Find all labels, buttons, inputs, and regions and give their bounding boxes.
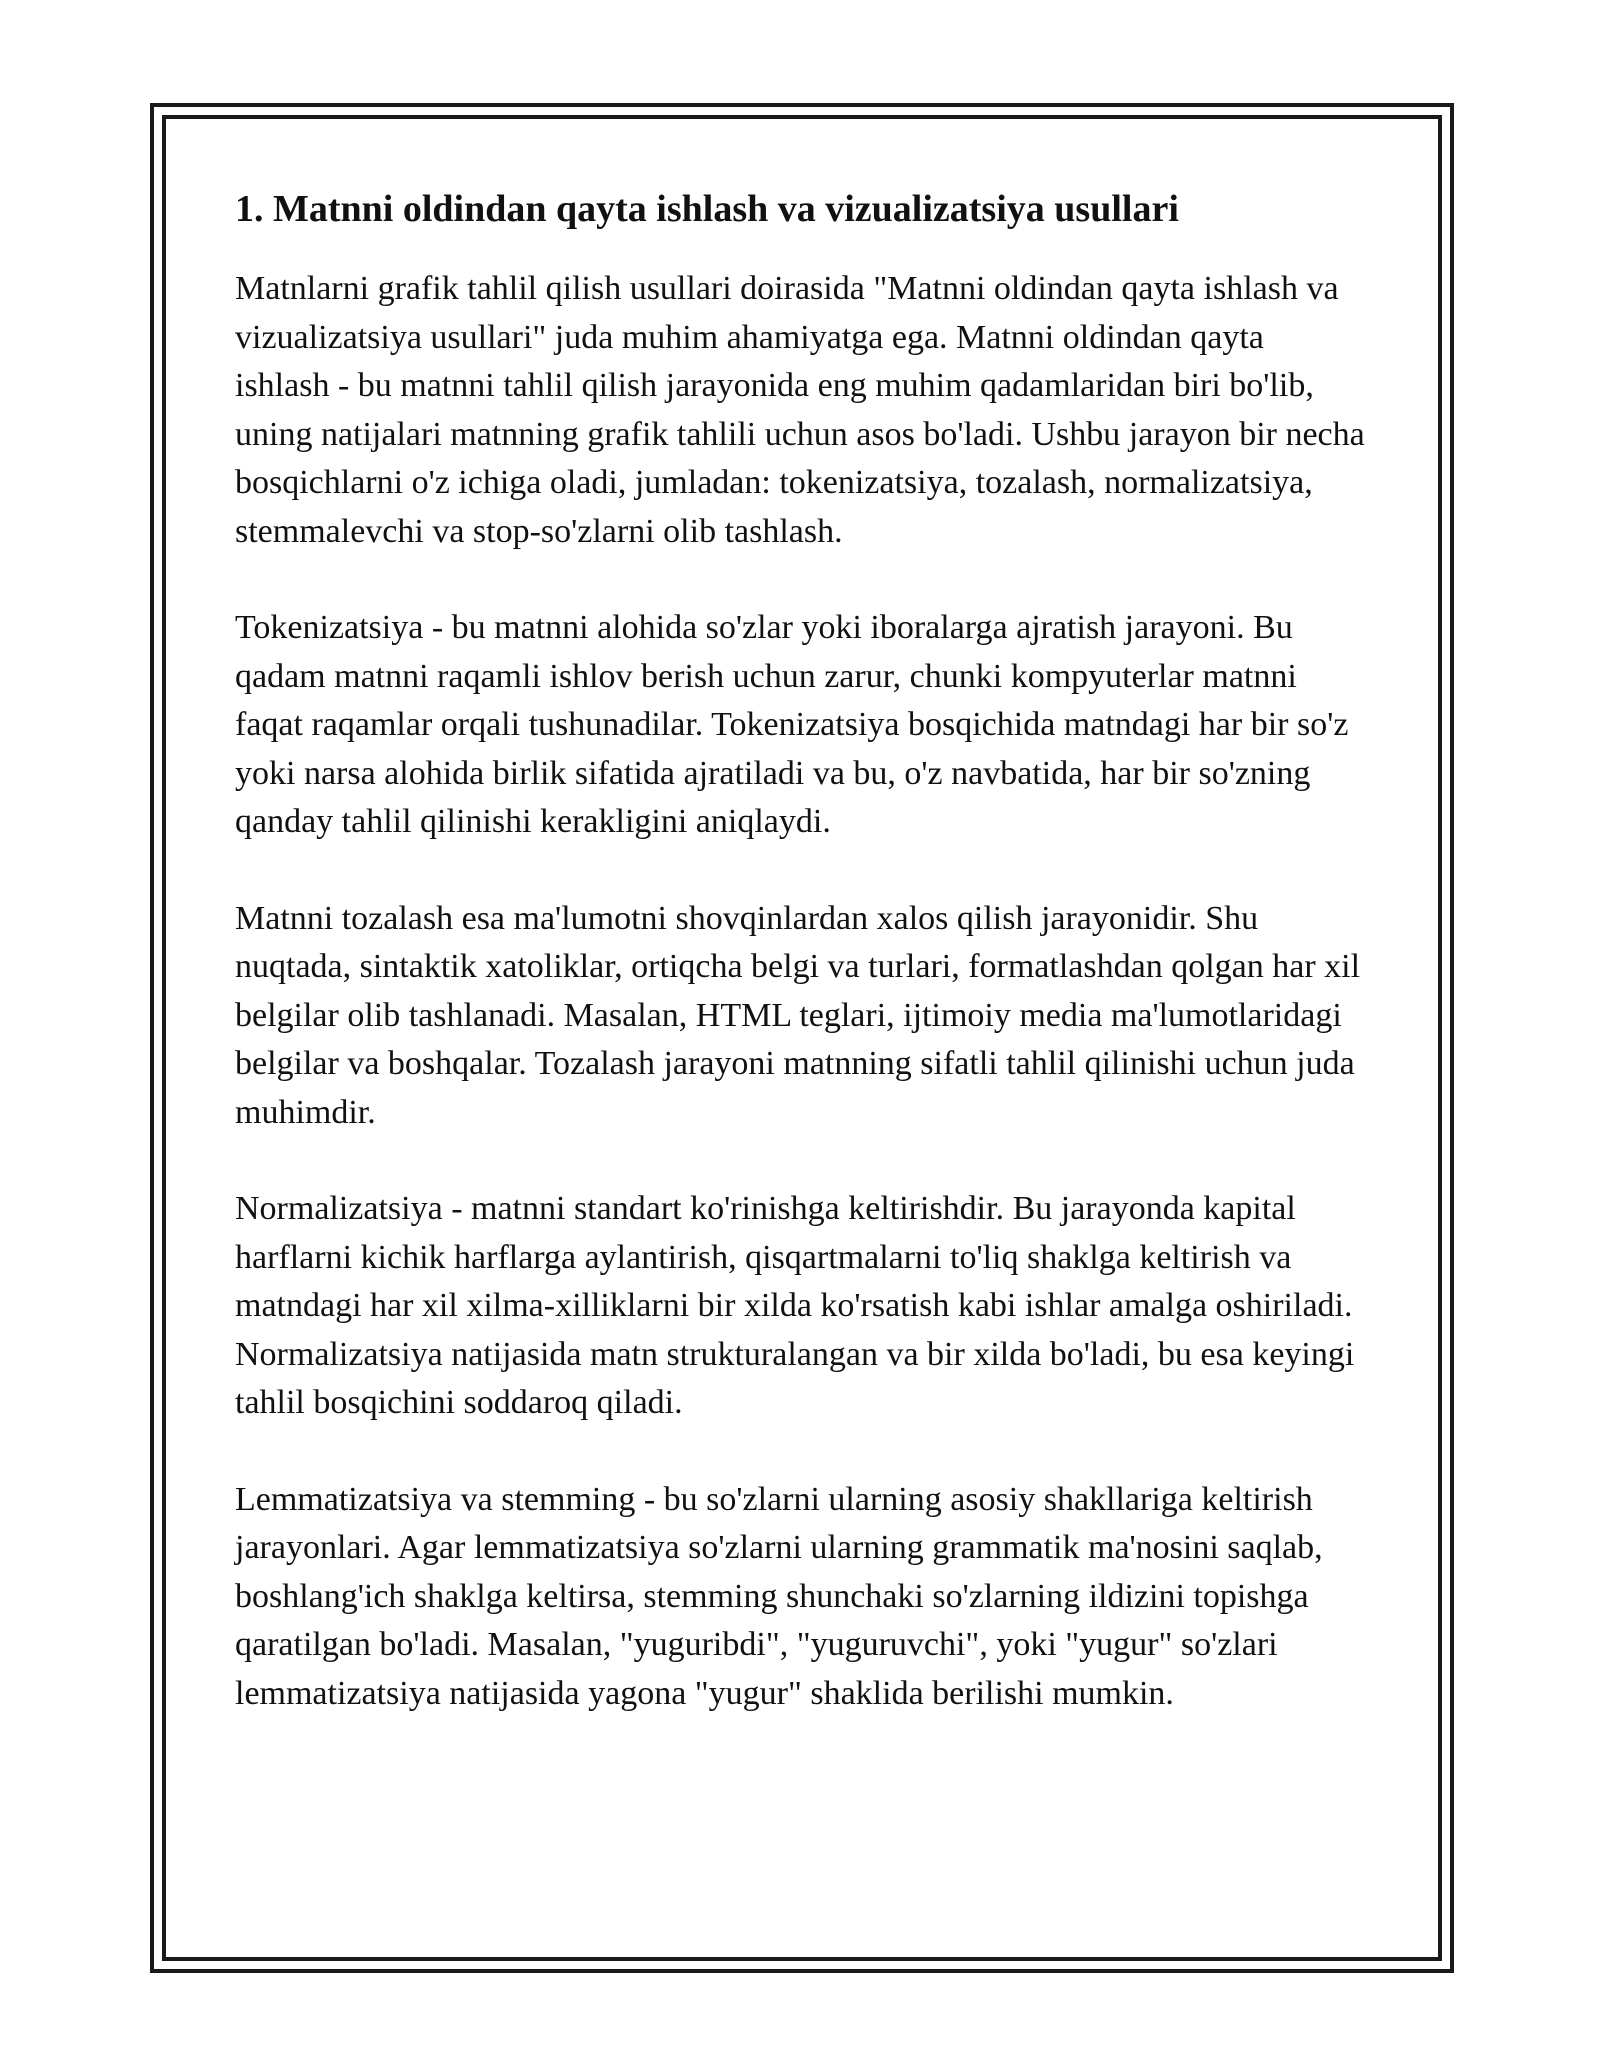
paragraph-lemmatization: Lemmatizatsiya va stemming - bu so'zlarni ularning asosiy shakllariga keltirish jarayonlari. Agar lemmatizatsiya so'zlarni ularning grammatik ma'nosini saqlab, boshlang'ich shaklga keltirsa, stemming shunchaki so'zlarning ildizini topishga qaratilgan bo'ladi. Masalan, "yuguribdi", "yuguruvchi", yoki "yugur" so'zlari lemmatizatsiya natijasida yagona "yugur" shaklida berilishi mumkin.	[235, 1480, 1323, 1712]
paragraph-normalization: Normalizatsiya - matnni standart ko'rinishga keltirishdir. Bu jarayonda kapital harflarni kichik harflarga aylantirish, qisqartmalarni to'liq shaklga keltirish va matndagi har xil xilma-xilliklarni bir xilda ko'rsatish kabi ishlar amalga oshiriladi. Normalizatsiya natijasida matn strukturalangan va bir xilda bo'ladi, bu esa keyingi tahlil bosqichini soddaroq qiladi.	[235, 1190, 1355, 1421]
document-body	[235, 185, 1365, 1766]
paragraph-intro: Matnlarni grafik tahlil qilish usullari doirasida "Matnni oldindan qayta ishlash va vizualizatsiya usullari" juda muhim ahamiyatga ega. Matnni oldindan qayta ishlash - bu matnni tahlil qilish jarayonida eng muhim qadamlaridan biri bo'lib, uning natijalari matnning grafik tahlili uchun asos bo'ladi. Ushbu jarayon bir necha bosqichlarni o'z ichiga oladi, jumladan: tokenizatsiya, tozalash, normalizatsiya, stemmalevchi va stop-so'zlarni olib tashlash.	[235, 270, 1365, 550]
paragraph-tokenization: Tokenizatsiya - bu matnni alohida so'zlar yoki iboralarga ajratish jarayoni. Bu qadam matnni raqamli ishlov berish uchun zarur, chunki kompyuterlar matnni faqat raqamlar orqali tushunadilar. Tokenizatsiya bosqichida matndagi har bir so'z yoki narsa alohida birlik sifatida ajratiladi va bu, o'z navbatida, har bir so'zning qanday tahlil qilinishi kerakligini aniqlaydi.	[235, 609, 1349, 840]
document-title: 1. Matnni oldindan qayta ishlash va vizualizatsiya usullari	[235, 188, 1179, 230]
paragraph-cleaning: Matnni tozalash esa ma'lumotni shovqinlardan xalos qilish jarayonidir. Shu nuqtada, sintaktik xatoliklar, ortiqcha belgi va turlari, formatlashdan qolgan har xil belgilar olib tashlanadi. Masalan, HTML teglari, ijtimoiy media ma'lumotlaridagi belgilar va boshqalar. Tozalash jarayoni matnning sifatli tahlil qilinishi uchun juda muhimdir.	[235, 899, 1361, 1131]
